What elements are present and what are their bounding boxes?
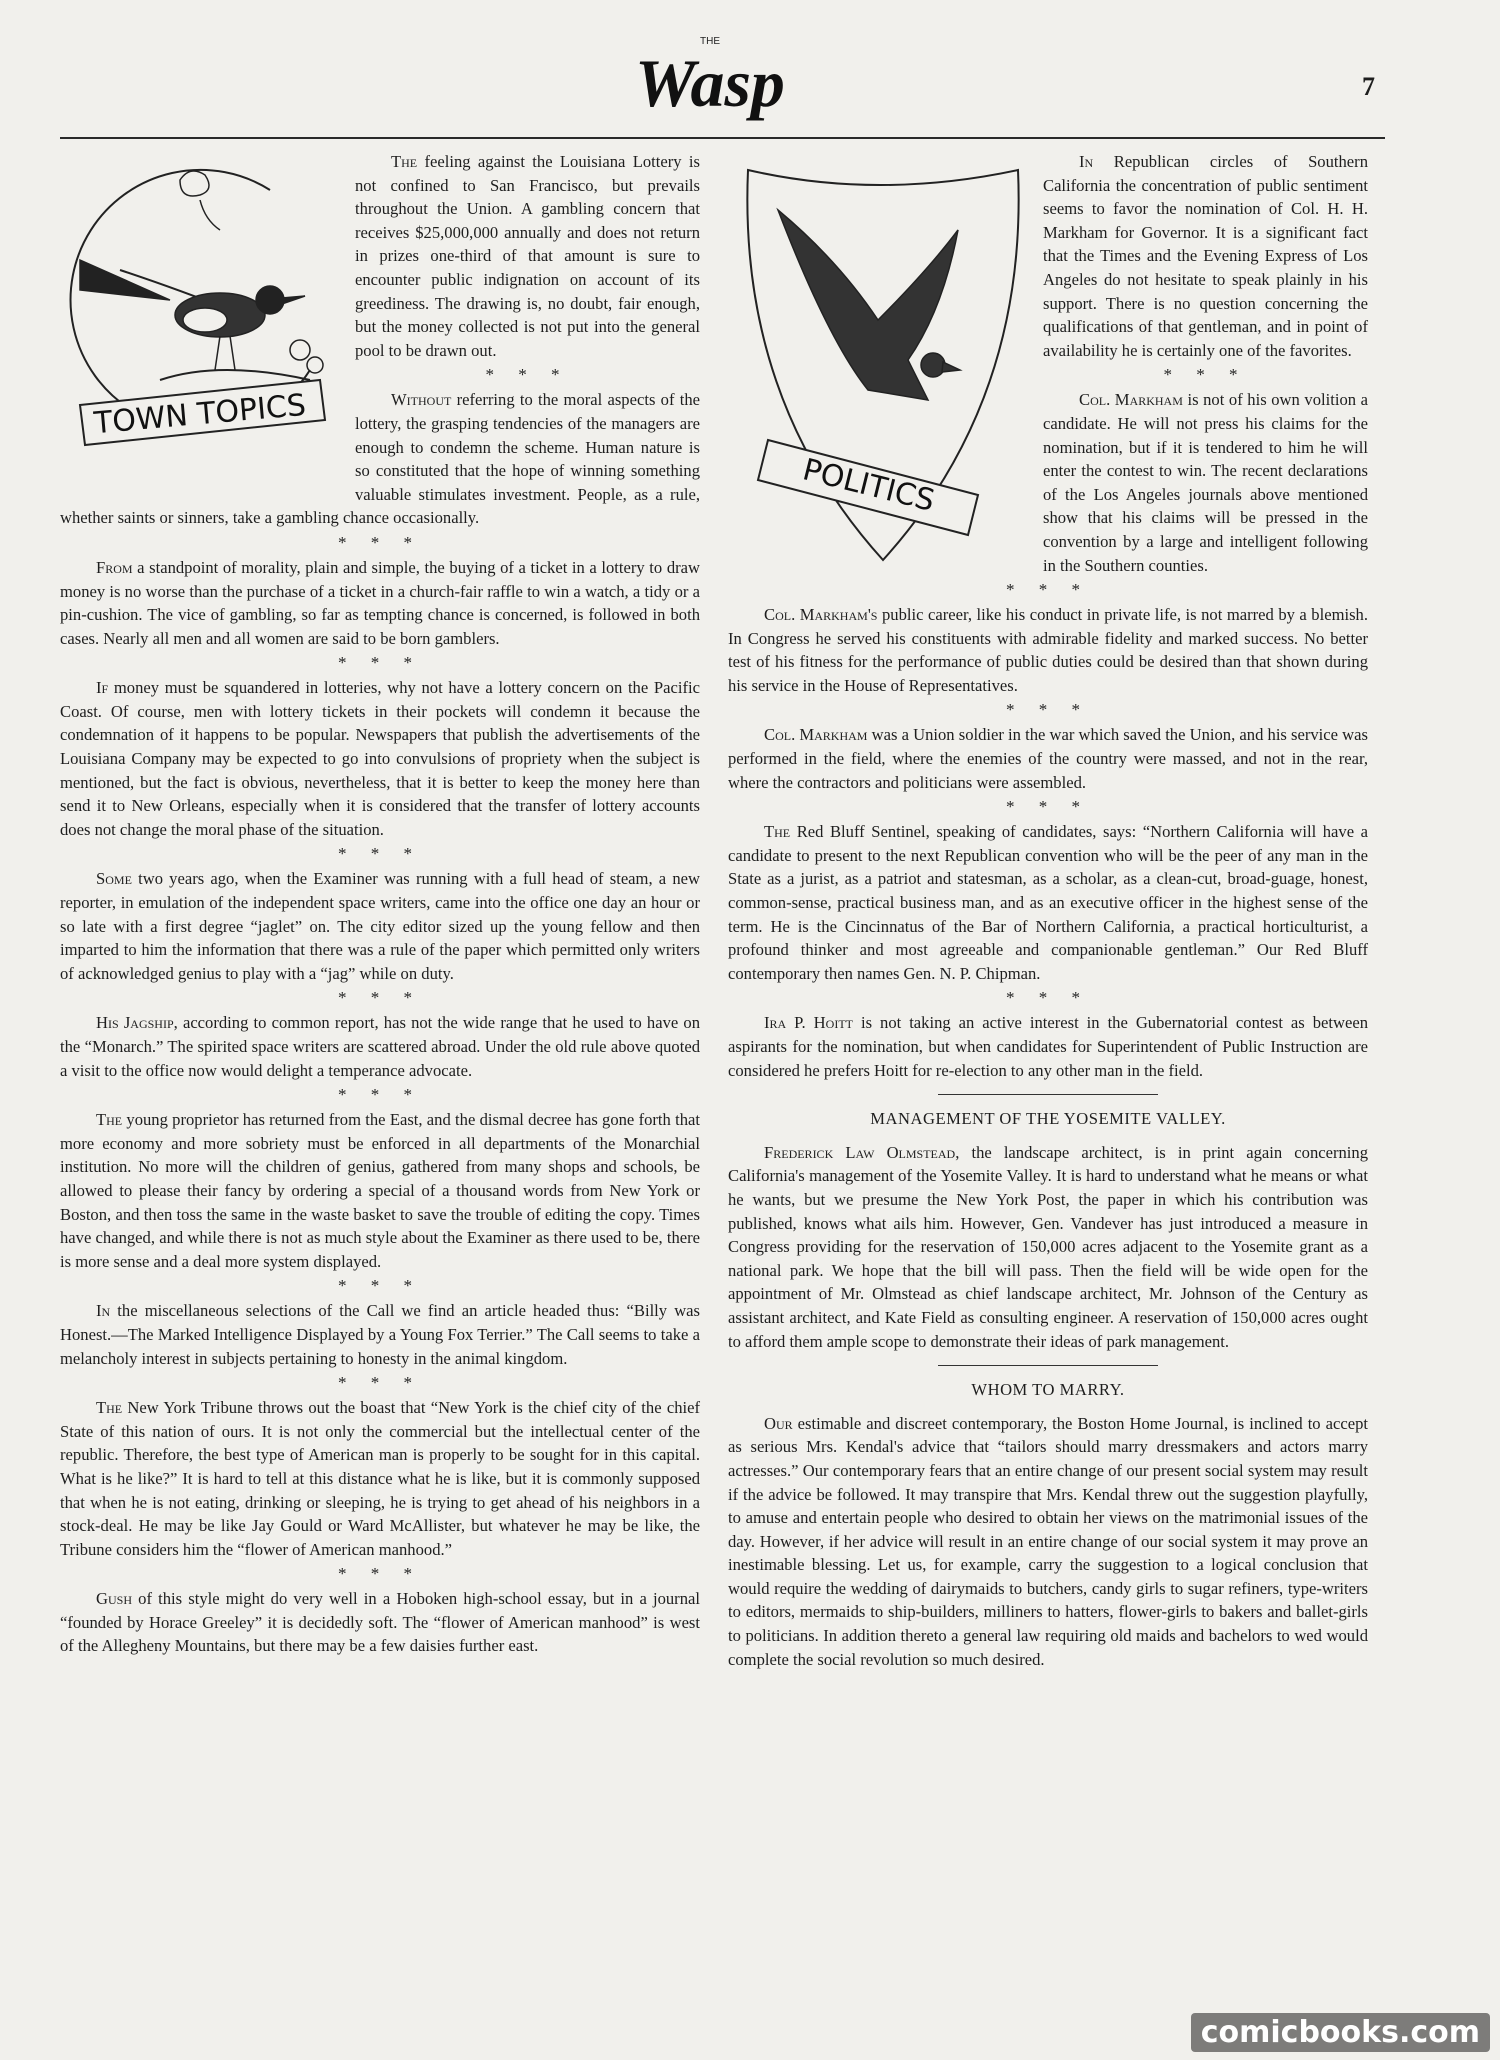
section-divider	[938, 1365, 1158, 1366]
masthead	[0, 0, 1500, 145]
header-rule	[60, 137, 1385, 139]
gush-paragraph: Gush of this style might do very well in a Hoboken high-school essay, but in a journal “founded by Horace Greeley” it is decidedly soft. The “flower of American manhood” is west of the Allegheny Mountains, but there may be a few daisies further east.	[60, 1589, 700, 1656]
marry-paragraph: Our estimable and discreet contemporary, the Boston Home Journal, is inclined to accept as serious Mrs. Kendal's advice that “tailors should marry dressmakers and actors marry actresses.” Our contemporary fears that an entire change of our present social system may result if the advice be followed. It may transpire that Mrs. Kendal threw out the suggestion playfully, to amuse and entertain people who desired to obtain her views on the matrimonial issues of the day. However, if her advice will result in an entire change of our social system it may prove an inestimable blessing. Let us, for example, carry the suggestion to a logical conclusion that would require the wedding of dairymaids to butchers, candy girls to sugar refiners, type-writers to editors, mermaids to ship-builders, milliners to hatters, flower-girls to bakers and ballet-girls to politicians. In addition thereto a general law requiring old maids and bachelors to wed would complete the social revolution so much desired.	[728, 1413, 1368, 1669]
separator-stars: * * *	[338, 844, 422, 864]
hoitt-paragraph: Ira P. Hoitt is not taking an active interest in the Gubernatorial contest as between aspirants for the nomination, but when candidates for Superintendent of Public Instruction are considered he prefers Hoitt for re-election to any other man in the field.	[728, 1013, 1368, 1080]
separator-stars: * * *	[338, 1276, 422, 1296]
separator-stars: * * *	[1163, 365, 1248, 385]
markham-paragraph-3: Col. Markham's public career, like his conduct in private life, is not marred by a blemish. In Congress he served his constituents with admirable fidelity and marked success. No better test of his fitness for the performance of public duties could be desired than that shown during his service in the House of Representatives.	[728, 605, 1368, 695]
wasp-logo	[600, 28, 820, 128]
separator-stars: * * *	[338, 1564, 422, 1584]
left-column	[60, 150, 700, 1658]
page-number: 7	[1362, 72, 1375, 101]
separator-stars: * * *	[338, 988, 422, 1008]
separator-stars: * * *	[485, 365, 570, 385]
lottery-paragraph-1: The feeling against the Louisiana Lottery is not confined to San Francisco, but prevails throughout the Union. A gambling concern that receives $25,000,000 annually and does not return in prizes one-third of that amount is sure to encounter public indignation on account of its greediness. The drawing is, no doubt, fair enough, but the money collected is not put into the general pool to be drawn out.	[355, 152, 700, 360]
separator-stars: * * *	[338, 653, 422, 673]
examiner-paragraph-3: The young proprietor has returned from the East, and the dismal decree has gone forth that more economy and more sobriety must be enforced in all departments of the Monarchial institution. No more will the children of genius, gathered from many shops and schools, be allowed to please their fancy by ordering a special of a thousand words from New York or Boston, and then toss the same in the waste basket to save the trouble of editing the copy. Times have changed, and while there is not as much style about the Examiner as there used to be, there is more sense and a deal more system displayed.	[60, 1110, 700, 1271]
separator-stars: * * *	[1006, 700, 1090, 720]
lottery-paragraph-2: Without referring to the moral aspects of the lottery, the grasping tendencies of the managers are enough to condemn the scheme. Human nature is so constituted that the hope of winning something valuable stimulates investment. People, as a rule, whether saints or sinners, take a gambling chance occasionally.	[60, 390, 700, 528]
separator-stars: * * *	[338, 1373, 422, 1393]
separator-stars: * * *	[338, 1085, 422, 1105]
svg-text:Wasp: Wasp	[635, 45, 785, 121]
eagle-shield-drawing	[728, 150, 1033, 570]
examiner-paragraph-1: Some two years ago, when the Examiner was running with a full head of steam, a new reporter, in emulation of the independent space writers, came into the office one day an hour or so late with a first degree “jaglet” on. The city editor sized up the young fellow and then imparted to him the information that there was a rule of the paper which permitted only writers of acknowledged genius to play with a “jag” while on duty.	[60, 869, 700, 983]
markham-paragraph-1: In Republican circles of Southern California the concentration of public sentiment seems to favor the nomination of Col. H. H. Markham for Governor. It is a significant fact that the Times and the Evening Express of Los Angeles do not hesitate to speak plainly in his support. There is no question concerning the qualifications of that gentleman, and in point of availability he is certainly one of the favorites.	[1043, 152, 1368, 360]
magpie-drawing	[60, 150, 345, 480]
tribune-paragraph: The New York Tribune throws out the boast that “New York is the chief city of the chief State of this nation of ours. It is not only the commercial but the intellectual center of the republic. Therefore, the best type of American man is properly to be sought for in this capital. What is he like?” It is hard to tell at this distance what he is like, but it is commonly supposed that when he is not eating, drinking or sleeping, he is trying to get ahead of his neighbors in a stock-deal. He may be like Jay Gould or Ward McAllister, but whatever he may be like, the Tribune considers him the “flower of American manhood.”	[60, 1398, 700, 1559]
separator-stars: * * *	[1006, 580, 1090, 600]
yosemite-heading: MANAGEMENT OF THE YOSEMITE VALLEY.	[870, 1109, 1226, 1129]
right-column	[728, 150, 1368, 1671]
examiner-paragraph-2: His Jagship, according to common report, has not the wide range that he used to have on the “Monarch.” The spirited space writers are scattered abroad. Under the old rule above quoted a visit to the office now would delight a temperance advocate.	[60, 1013, 700, 1080]
separator-stars: * * *	[1006, 797, 1090, 817]
svg-text:POLITICS: POLITICS	[799, 452, 939, 519]
markham-paragraph-2: Col. Markham is not of his own volition a candidate. He will not press his claims for the nomination, but if it is tendered to him he will enter the contest to win. The recent declarations of the Los Angeles journals above mentioned show that his claims will be pressed in the convention by a large and intelligent following in the Southern counties.	[1043, 390, 1368, 575]
svg-text:THE: THE	[700, 36, 720, 47]
section-divider	[938, 1094, 1158, 1095]
lottery-paragraph-4: If money must be squandered in lotteries, why not have a lottery concern on the Pacific Coast. Of course, men with lottery tickets in their pockets will condemn it because the condemnation of it happens to be popular. Newspapers that publish the advertisements of the Louisiana Company may be expected to go into convulsions of propriety when the subject is mentioned, but the fact is obvious, nevertheless, that it is better to keep the money here than send it to New Orleans, especially when it is considered that the transfer of lottery accounts does not change the moral phase of the situation.	[60, 678, 700, 839]
svg-text:TOWN TOPICS: TOWN TOPICS	[92, 387, 308, 442]
separator-stars: * * *	[338, 532, 422, 552]
yosemite-paragraph: Frederick Law Olmstead, the landscape architect, is in print again concerning California's management of the Yosemite Valley. It is hard to understand what he means or what he wants, but we presume the New York Post, the paper in which his contribution was published, knows what ails him. However, Gen. Vandever has just introduced a measure in Congress providing for the reservation of 150,000 acres adjacent to the Yosemite grant as a national park. We hope that the bill will pass. Then the field will be wide open for the appointment of Mr. Olmstead as chief landscape architect, Mr. Johnson of the Century as assistant architect, and Kate Field as consulting engineer. A reservation of 150,000 acres ought to afford them ample scope to demonstrate their ideas of park management.	[728, 1142, 1368, 1351]
markham-paragraph-4: Col. Markham was a Union soldier in the war which saved the Union, and his service was performed in the field, where the enemies of the country were massed, and not in the rear, where the contractors and politicians were assembled.	[728, 725, 1368, 792]
separator-stars: * * *	[1006, 988, 1090, 1008]
red-bluff-paragraph: The Red Bluff Sentinel, speaking of candidates, says: “Northern California will have a candidate to present to the next Republican convention who will be the peer of any man in the State as a jurist, as a patriot and statesman, as a scholar, as a clean-cut, broad-guage, honest, common-sense, practical business man, and as an executive officer in the highest sense of the term. He is the Cincinnatus of the Bar of Northern California, a practical horticulturist, a profound thinker and most agreeable and companionable gentleman.” Our Red Bluff contemporary then names Gen. N. P. Chipman.	[728, 822, 1368, 983]
call-paragraph: In the miscellaneous selections of the Call we find an article headed thus: “Billy was Honest.—The Marked Intelligence Displayed by a Young Fox Terrier.” The Call seems to take a melancholy interest in subjects pertaining to honesty in the animal kingdom.	[60, 1301, 700, 1368]
politics-illustration	[728, 150, 1033, 570]
town-topics-illustration	[60, 150, 345, 480]
site-watermark: comicbooks.com	[1191, 2013, 1490, 2052]
marry-heading: WHOM TO MARRY.	[971, 1380, 1125, 1400]
lottery-paragraph-3: From a standpoint of morality, plain and simple, the buying of a ticket in a lottery to draw money is no worse than the purchase of a ticket in a church-fair raffle to win a watch, a tidy or a pin-cushion. The vice of gambling, so far as tempting chance is concerned, is followed in both cases. Nearly all men and all women are said to be born gamblers.	[60, 557, 700, 648]
